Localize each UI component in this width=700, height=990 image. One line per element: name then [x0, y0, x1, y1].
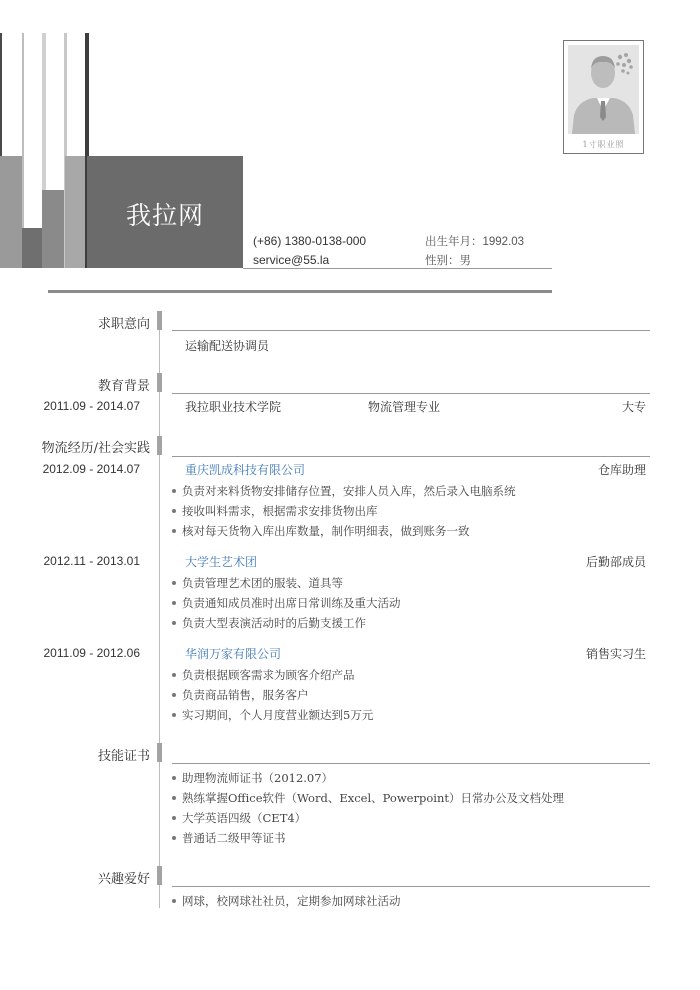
list-item: 负责商品销售，服务客户 [172, 687, 309, 703]
list-item: 实习期间，个人月度营业额达到5万元 [172, 707, 373, 723]
header-bar [22, 33, 24, 228]
gender-label: 性别： [425, 253, 460, 267]
bullet-icon [172, 581, 176, 585]
company-name: 大学生艺术团 [185, 555, 258, 569]
job-role: 后勤部成员 [585, 555, 646, 569]
list-item: 负责根据顾客需求为顾客介绍产品 [172, 667, 355, 683]
education-major: 物流管理专业 [368, 400, 441, 414]
bullet-icon [172, 693, 176, 697]
list-item: 负责大型表演活动时的后勤支援工作 [172, 615, 366, 631]
bullet-icon [172, 899, 176, 903]
contact-underline [243, 268, 552, 269]
birth-info [425, 233, 524, 249]
list-item: 负责对来料货物安排储存位置，安排人员入库，然后录入电脑系统 [172, 483, 516, 499]
phone-number: (+86) 1380-0138-000 [253, 234, 367, 248]
list-item: 核对每天货物入库出库数量，制作明细表，做到账务一致 [172, 523, 470, 539]
list-item: 普通话二级甲等证书 [172, 830, 286, 846]
photo-caption: 1寸职业照 [582, 140, 625, 149]
section-marker [157, 311, 162, 330]
bullet-icon [172, 796, 176, 800]
bullet-icon [172, 836, 176, 840]
header-bar [22, 228, 42, 268]
bullet-icon [172, 509, 176, 513]
section-line [172, 763, 650, 764]
section-line [172, 886, 650, 887]
list-item: 网球，校网球社社员，定期参加网球社活动 [172, 893, 401, 909]
section-title-hobbies: 兴趣爱好 [97, 872, 150, 887]
bullet-icon [172, 601, 176, 605]
job-date: 2011.09 - 2012.06 [43, 646, 140, 660]
section-marker [157, 373, 162, 392]
birth-value: 1992.03 [482, 236, 525, 248]
section-title-education: 教育背景 [97, 379, 150, 394]
bullet-icon [172, 489, 176, 493]
job-role: 仓库助理 [597, 463, 646, 477]
section-line [172, 330, 650, 331]
bullet-icon [172, 713, 176, 717]
email-address: service@55.la [253, 253, 330, 267]
bullet-icon [172, 673, 176, 677]
bullet-icon [172, 776, 176, 780]
list-item: 负责通知成员准时出席日常训练及重大活动 [172, 595, 401, 611]
company-name: 重庆凯成科技有限公司 [185, 463, 306, 477]
bullet-icon [172, 621, 176, 625]
gender-value: 男 [459, 253, 471, 267]
timeline-line [159, 312, 160, 908]
list-item: 助理物流师证书（2012.07） [172, 770, 333, 786]
section-marker [157, 866, 162, 885]
job-intent: 运输配送协调员 [185, 339, 270, 353]
job-date: 2012.11 - 2013.01 [43, 554, 140, 568]
list-item: 大学英语四级（CET4） [172, 810, 306, 826]
header-bar [42, 190, 64, 268]
job-role: 销售实习生 [585, 647, 646, 661]
photo-placeholder [563, 40, 644, 154]
bullet-icon [172, 816, 176, 820]
header-divider [48, 290, 552, 293]
section-line [172, 456, 650, 457]
person-silhouette-icon [568, 45, 639, 134]
gender-info [425, 252, 471, 268]
list-item: 负责管理艺术团的服装、道具等 [172, 575, 343, 591]
section-marker [157, 743, 162, 762]
job-date: 2012.09 - 2014.07 [42, 462, 140, 476]
education-date: 2011.09 - 2014.07 [43, 399, 140, 413]
section-marker [157, 436, 162, 455]
avatar [568, 45, 639, 134]
section-title-skills: 技能证书 [97, 749, 150, 764]
candidate-name: 我拉网 [126, 201, 205, 230]
section-line [172, 393, 650, 394]
company-name: 华润万家有限公司 [185, 647, 282, 661]
education-school: 我拉职业技术学院 [185, 400, 282, 414]
list-item: 接收叫料需求，根据需求安排货物出库 [172, 503, 378, 519]
header-bar [0, 156, 22, 268]
header-bar [65, 156, 87, 268]
birth-label: 出生年月： [425, 234, 483, 248]
bullet-icon [172, 529, 176, 533]
education-degree: 大专 [621, 400, 646, 414]
section-title-experience: 物流经历/社会实践 [41, 441, 150, 456]
section-title-intent: 求职意向 [97, 317, 150, 332]
list-item: 熟练掌握Office软件（Word、Excel、Powerpoint）日常办公及文档处理 [172, 790, 564, 806]
